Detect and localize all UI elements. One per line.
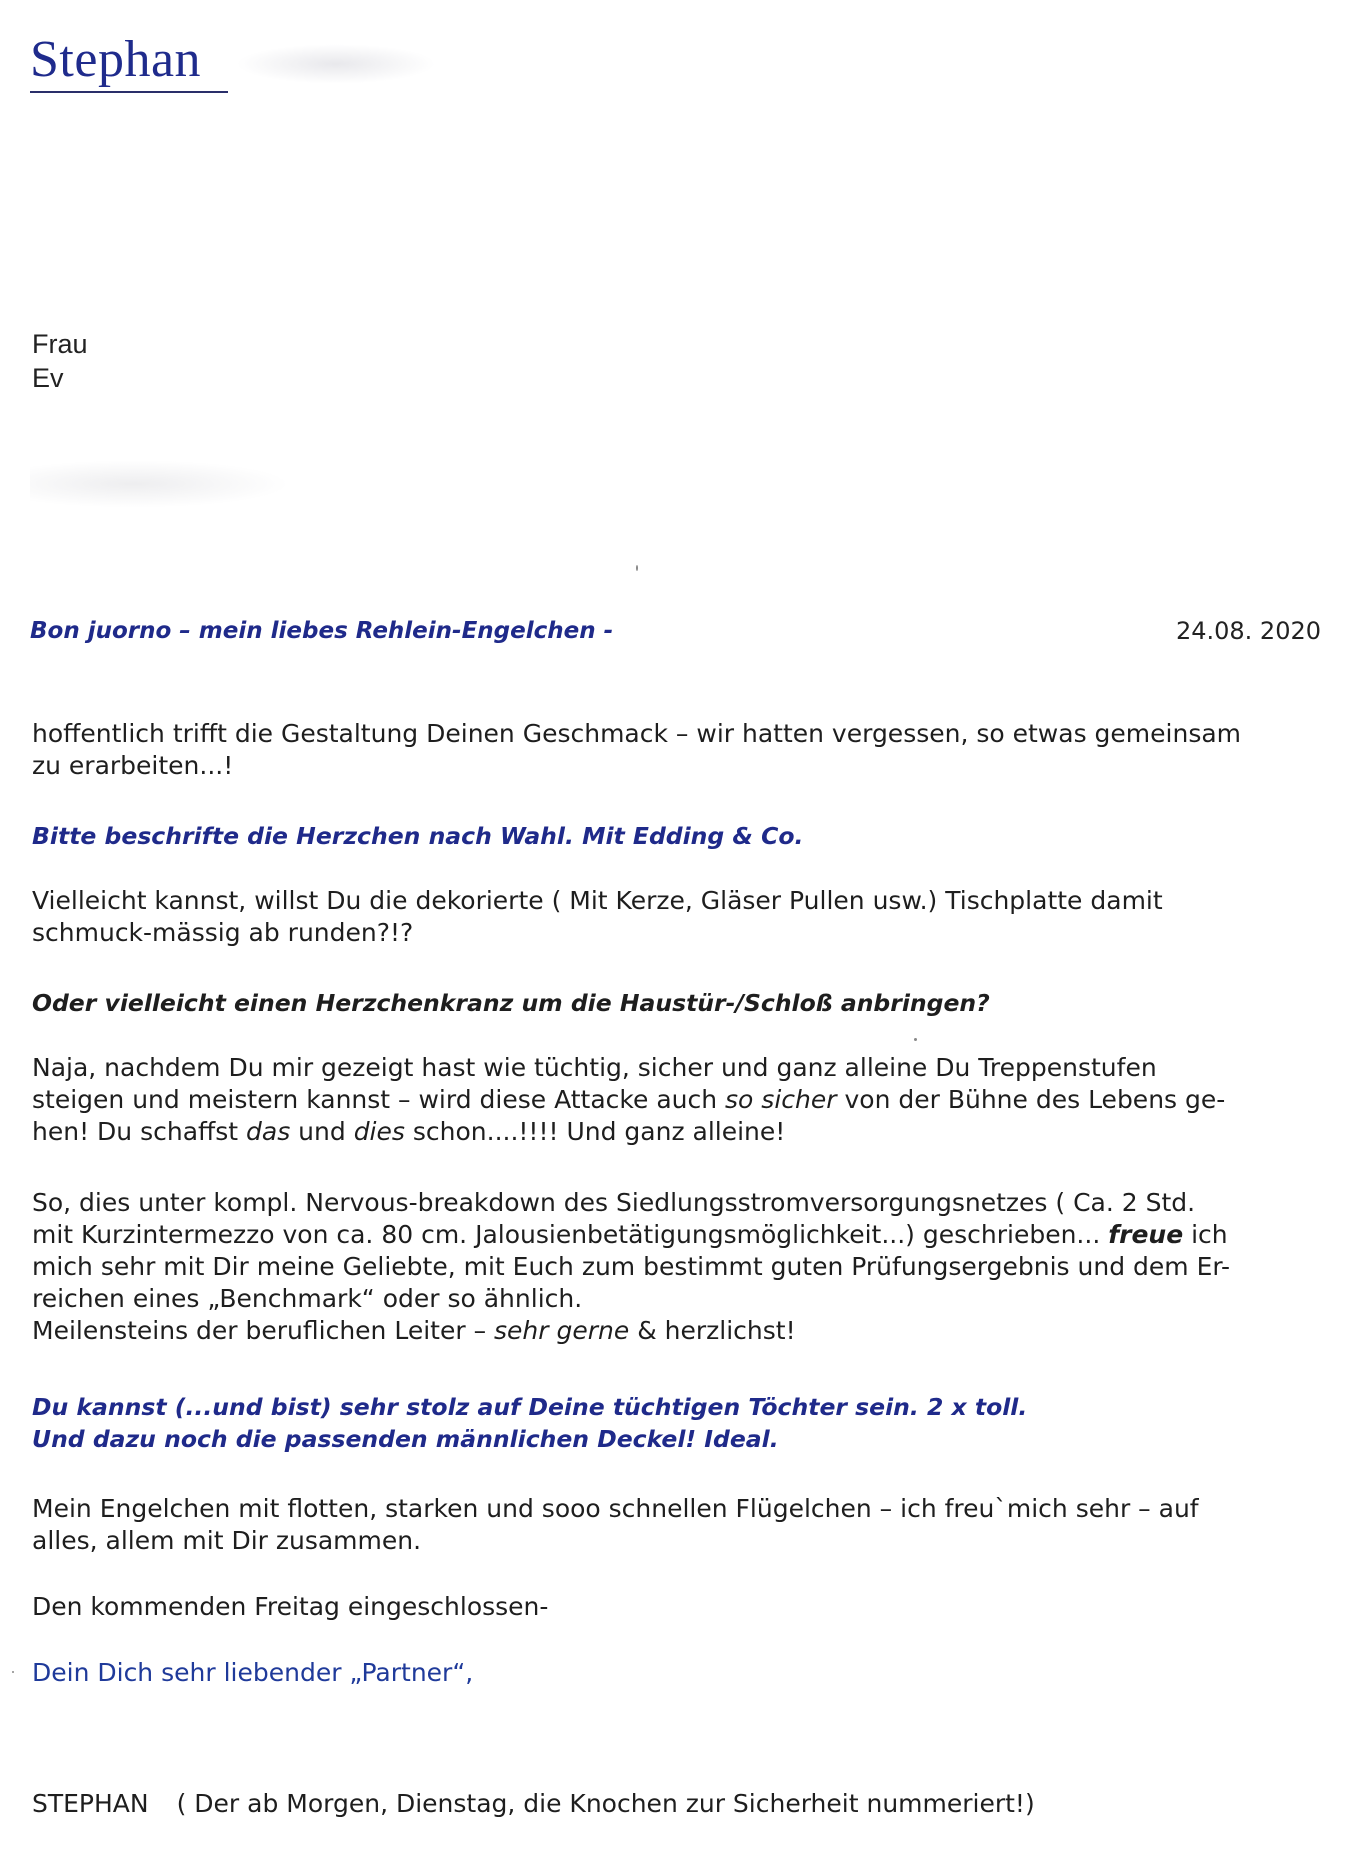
signature-note: ( Der ab Morgen, Dienstag, die Knochen zur Sicherheit nummeriert!) <box>176 1789 1035 1818</box>
p5-l3-d: dies <box>353 1117 405 1146</box>
p6-l2-c: ich <box>1183 1220 1228 1249</box>
paragraph-5-line-1: Naja, nachdem Du mir gezeigt hast wie tüchtig, sicher und ganz alleine Du Treppenstufen <box>32 1053 1157 1082</box>
p5-l3-b: das <box>246 1117 291 1146</box>
paragraph-6-line-2 <box>32 1219 1338 1251</box>
paragraph-7-line-1: Du kannst (...und bist) sehr stolz auf Deine tüchtigen Töchter sein. 2 x toll. <box>32 1393 1028 1421</box>
scan-speck <box>12 1671 14 1673</box>
p6-l5-a: Meilensteins der beruflichen Leiter – <box>32 1316 495 1345</box>
p6-l5-c: & herzlichst! <box>629 1316 796 1345</box>
paragraph-6-line-1: So, dies unter kompl. Nervous-breakdown des Siedlungsstromversorgungsnetzes ( Ca. 2 Std. <box>32 1188 1196 1217</box>
p6-l2-b: freue <box>1108 1220 1184 1249</box>
paragraph-2-instruction: Bitte beschrifte die Herzchen nach Wahl. Mit Edding & Co. <box>32 822 804 850</box>
scan-speck <box>914 1038 917 1041</box>
signature <box>32 1788 1338 1820</box>
letterhead-faded-surname <box>236 44 436 84</box>
recipient-address <box>32 327 88 395</box>
p5-l3-a: hen! Du schaffst <box>32 1117 247 1146</box>
paragraph-7-highlight <box>32 1391 1338 1455</box>
p6-l5-b: sehr gerne <box>494 1316 630 1345</box>
letterhead-underline <box>30 91 228 93</box>
paragraph-1-line-1: hoffentlich trifft die Gestaltung Deinen Geschmack – wir hatten vergessen, so etwas gemeinsam <box>32 719 1242 748</box>
paragraph-5-line-3 <box>32 1116 1338 1148</box>
paragraph-1-line-2: zu erarbeiten...! <box>32 751 234 780</box>
paragraph-7-line-2: Und dazu noch die passenden männlichen Deckel! Ideal. <box>32 1425 779 1453</box>
paragraph-3-line-2: schmuck-mässig ab runden?!? <box>32 918 414 947</box>
paragraph-5-line-2 <box>32 1084 1338 1116</box>
salutation: Bon juorno – mein liebes Rehlein-Engelchen - <box>30 618 614 644</box>
letterhead-name: Stephan <box>30 31 202 88</box>
paragraph-5 <box>32 1052 1338 1148</box>
p5-l3-e: schon....!!!! Und ganz alleine! <box>404 1117 786 1146</box>
paragraph-8-line-2: alles, allem mit Dir zusammen. <box>32 1526 422 1555</box>
recipient-faded-address <box>30 460 290 508</box>
paragraph-3-line-1: Vielleicht kannst, willst Du die dekorierte ( Mit Kerze, Gläser Pullen usw.) Tischplatte damit <box>32 886 1163 915</box>
scan-speck <box>636 565 638 571</box>
paragraph-4-question: Oder vielleicht einen Herzchenkranz um die Haustür-/Schloß anbringen? <box>32 989 990 1017</box>
paragraph-1 <box>32 718 1338 782</box>
p5-l2-b: so sicher <box>725 1085 837 1114</box>
p5-l2-a: steigen und meistern kannst – wird diese Attacke auch <box>32 1085 726 1114</box>
paragraph-6-line-5 <box>32 1315 1338 1347</box>
paragraph-8 <box>32 1493 1338 1557</box>
signature-name: STEPHAN <box>32 1789 149 1818</box>
p6-l2-a: mit Kurzintermezzo von ca. 80 cm. Jalousienbetätigungsmöglichkeit...) geschrieben... <box>32 1220 1109 1249</box>
closing-line: Dein Dich sehr liebender „Partner“, <box>32 1658 474 1687</box>
paragraph-6-line-3: mich sehr mit Dir meine Geliebte, mit Euch zum bestimmt guten Prüfungsergebnis und dem Er- <box>32 1252 1231 1281</box>
paragraph-3 <box>32 885 1338 949</box>
paragraph-8-line-1: Mein Engelchen mit flotten, starken und sooo schnellen Flügelchen – ich freu`mich sehr – auf <box>32 1494 1199 1523</box>
recipient-line-2: Ev <box>32 363 64 393</box>
p5-l3-c: und <box>290 1117 354 1146</box>
paragraph-6 <box>32 1187 1338 1347</box>
paragraph-6-line-4: reichen eines „Benchmark“ oder so ähnlich. <box>32 1284 583 1313</box>
p5-l2-c: von der Bühne des Lebens ge- <box>836 1085 1226 1114</box>
recipient-line-1: Frau <box>32 329 88 359</box>
paragraph-9: Den kommenden Freitag eingeschlossen- <box>32 1592 549 1621</box>
letter-date: 24.08. 2020 <box>1175 617 1321 645</box>
